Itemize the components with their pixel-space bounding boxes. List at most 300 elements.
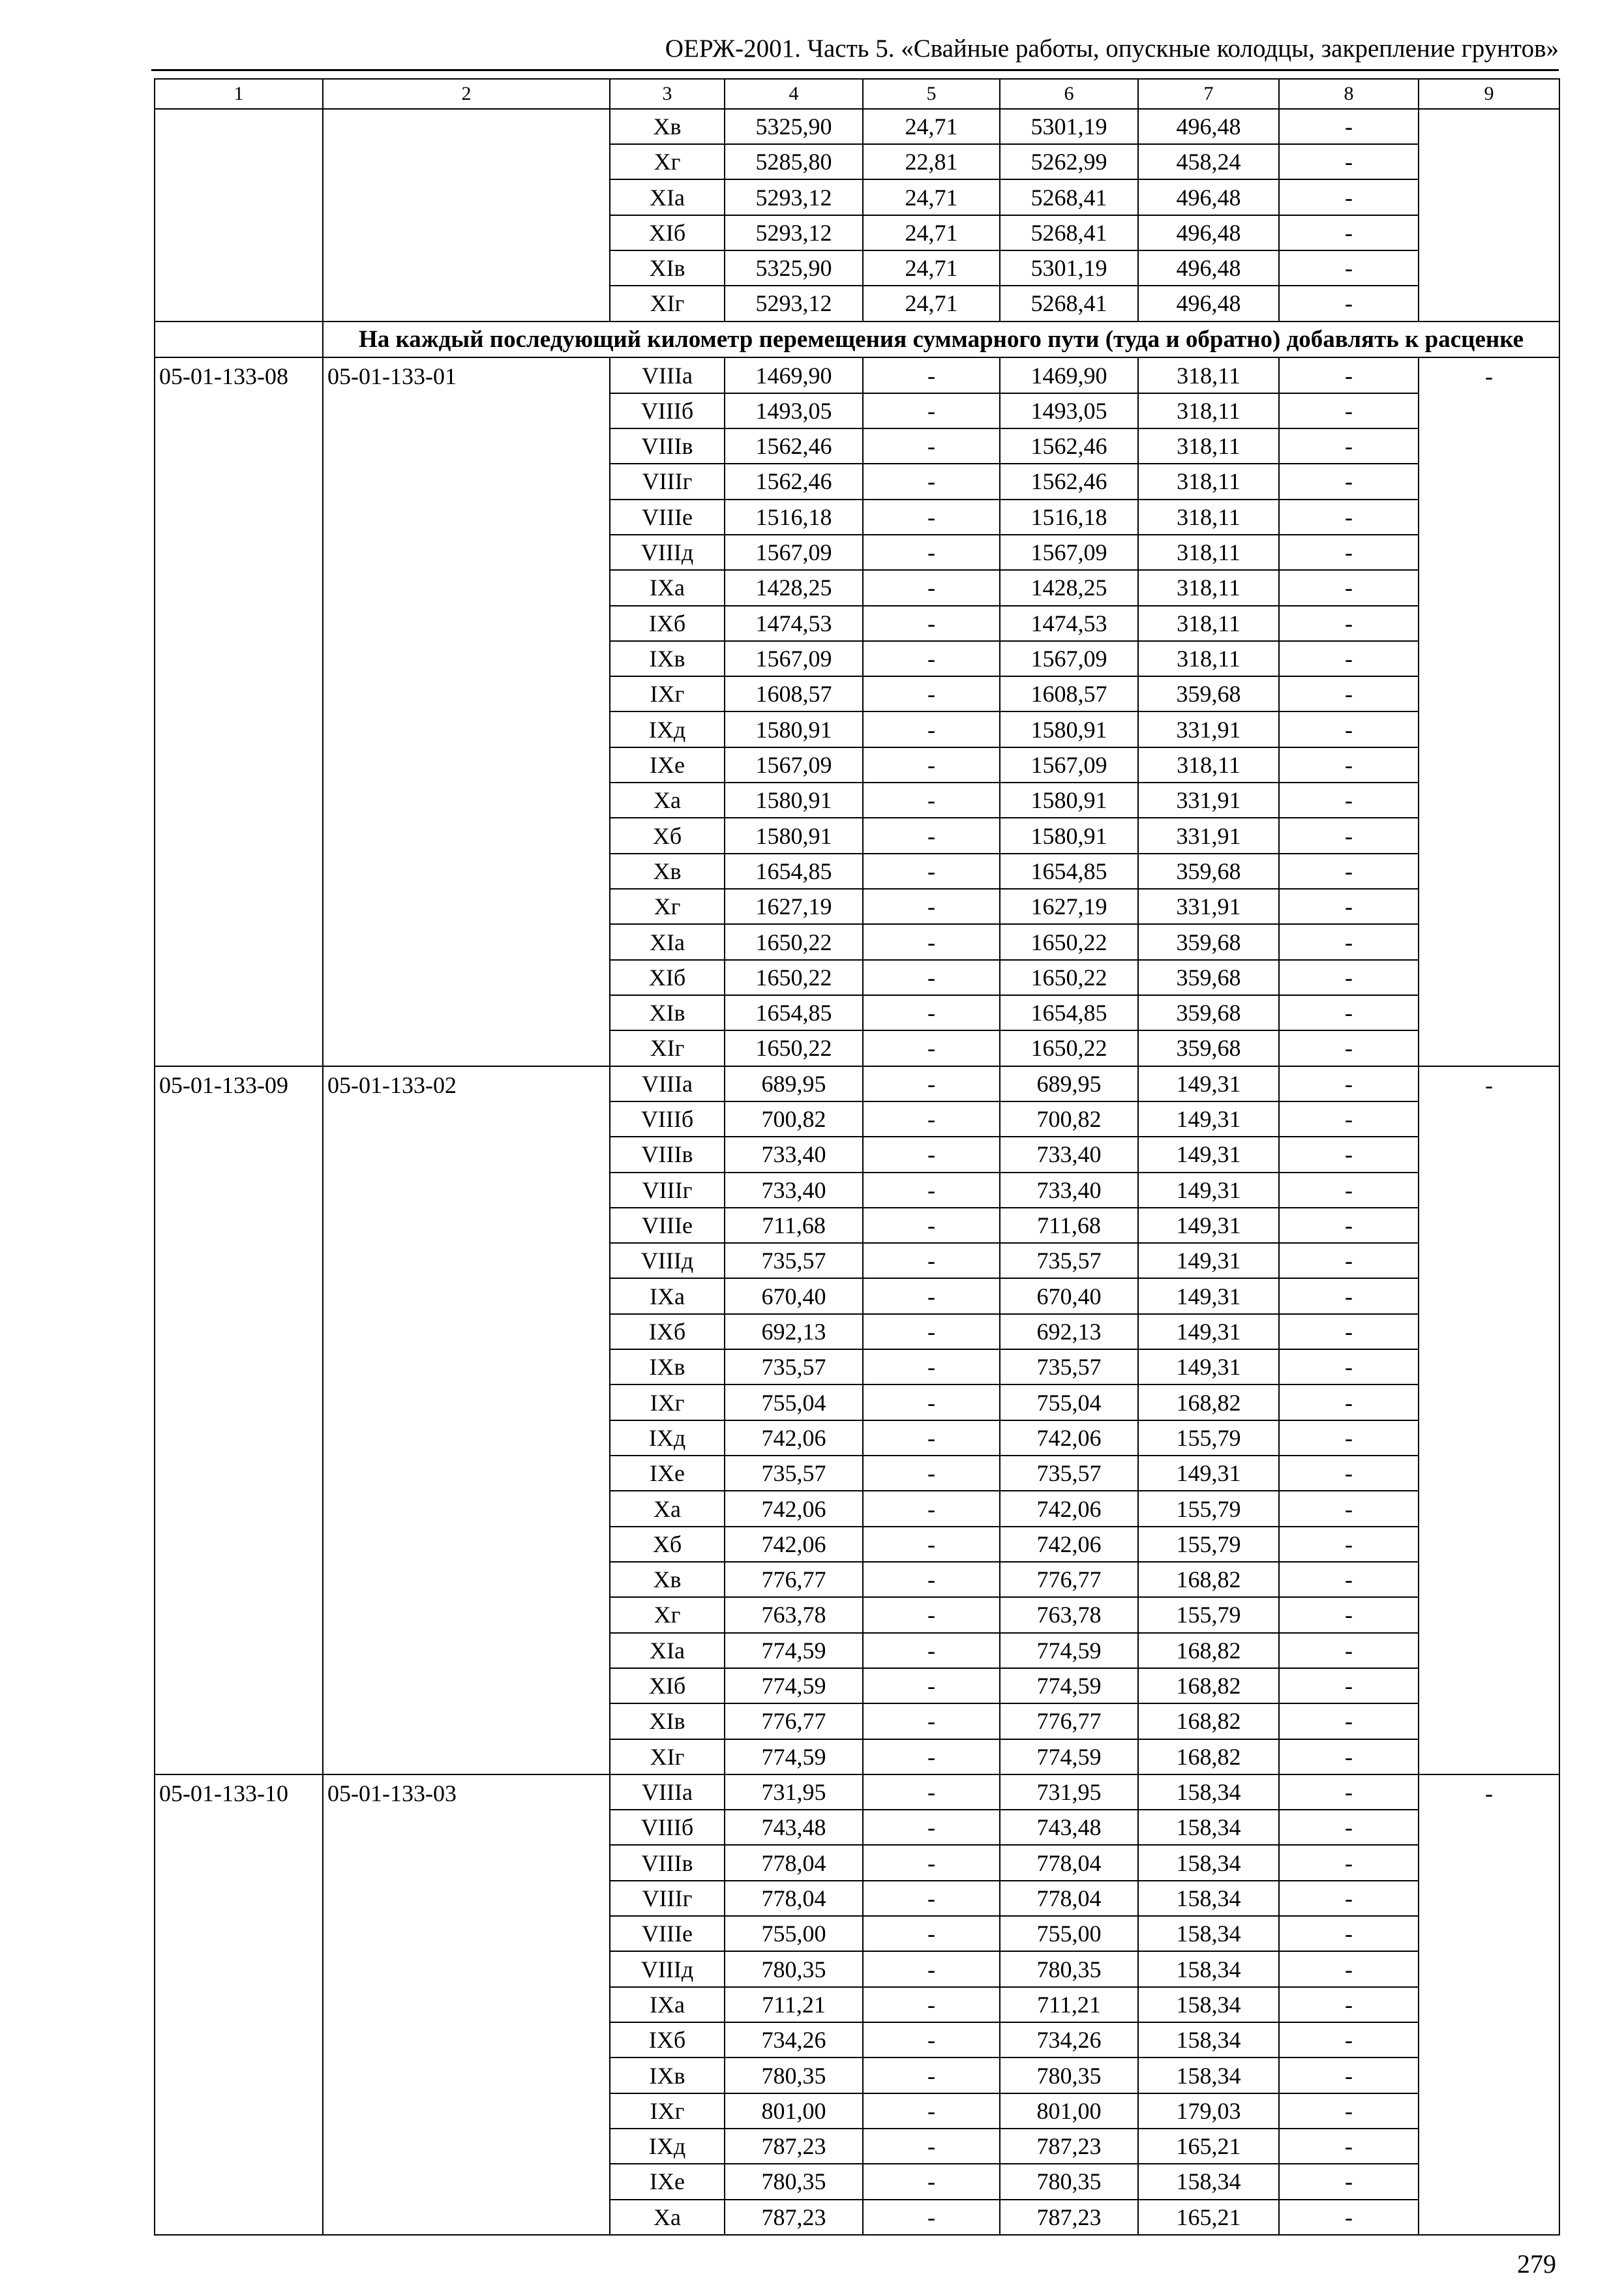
machine-wage-cell: 318,11: [1138, 535, 1279, 570]
operator-wage-cell: -: [863, 1703, 1000, 1739]
machine-wage-cell: 496,48: [1138, 286, 1279, 321]
materials-cell: -: [1279, 109, 1419, 144]
machine-wage-cell: 496,48: [1138, 215, 1279, 250]
machine-cost-cell: 5268,41: [1000, 286, 1138, 321]
materials-cell: -: [1279, 1173, 1419, 1208]
machine-wage-cell: 158,34: [1138, 1987, 1279, 2022]
machine-cost-cell: 5301,19: [1000, 250, 1138, 286]
operator-wage-cell: -: [863, 1456, 1000, 1491]
total-cost-cell: 774,59: [725, 1633, 863, 1668]
rate-code-cell: 05-01-133-09: [155, 1066, 323, 1774]
category-cell: Xб: [610, 1527, 725, 1562]
category-cell: IXе: [610, 747, 725, 783]
machine-cost-cell: 787,23: [1000, 2200, 1138, 2235]
machine-wage-cell: 318,11: [1138, 428, 1279, 464]
machine-wage-cell: 149,31: [1138, 1349, 1279, 1384]
category-cell: IXе: [610, 1456, 725, 1491]
operator-wage-cell: -: [863, 2129, 1000, 2164]
machine-wage-cell: 331,91: [1138, 783, 1279, 818]
materials-cell: -: [1279, 1066, 1419, 1101]
machine-cost-cell: 763,78: [1000, 1597, 1138, 1632]
materials-cell: -: [1279, 357, 1419, 393]
machine-cost-cell: 1516,18: [1000, 500, 1138, 535]
operator-wage-cell: -: [863, 1987, 1000, 2022]
category-cell: XIа: [610, 179, 725, 215]
machine-wage-cell: 149,31: [1138, 1278, 1279, 1313]
machine-cost-cell: 733,40: [1000, 1173, 1138, 1208]
category-cell: VIIIа: [610, 357, 725, 393]
operator-wage-cell: -: [863, 1314, 1000, 1349]
table-row: [155, 1066, 1559, 1101]
operator-wage-cell: -: [863, 1349, 1000, 1384]
machine-wage-cell: 318,11: [1138, 606, 1279, 641]
total-cost-cell: 734,26: [725, 2022, 863, 2057]
total-cost-cell: 1627,19: [725, 889, 863, 924]
total-cost-cell: 755,00: [725, 1916, 863, 1951]
category-cell: IXд: [610, 711, 725, 747]
total-cost-cell: 780,35: [725, 2164, 863, 2199]
machine-wage-cell: 158,34: [1138, 2057, 1279, 2093]
category-cell: VIIIв: [610, 1845, 725, 1880]
materials-cell: -: [1279, 570, 1419, 605]
category-cell: VIIIд: [610, 535, 725, 570]
total-cost-cell: 5293,12: [725, 179, 863, 215]
column-number: 7: [1138, 79, 1279, 109]
total-cost-cell: 700,82: [725, 1101, 863, 1137]
machine-wage-cell: 331,91: [1138, 889, 1279, 924]
column-number: 2: [323, 79, 610, 109]
materials-cell: -: [1279, 2164, 1419, 2199]
operator-wage-cell: -: [863, 1597, 1000, 1632]
machine-cost-cell: 1654,85: [1000, 854, 1138, 889]
materials-cell: -: [1279, 1456, 1419, 1491]
total-cost-cell: 1562,46: [725, 428, 863, 464]
materials-cell: -: [1279, 2057, 1419, 2093]
machine-cost-cell: 776,77: [1000, 1703, 1138, 1739]
total-cost-cell: 735,57: [725, 1456, 863, 1491]
materials-cell: -: [1279, 144, 1419, 179]
total-cost-cell: 776,77: [725, 1562, 863, 1597]
operator-wage-cell: 24,71: [863, 286, 1000, 321]
materials-cell: -: [1279, 1810, 1419, 1845]
operator-wage-cell: -: [863, 535, 1000, 570]
base-rate-cell: 05-01-133-01: [323, 357, 610, 1066]
total-cost-cell: 1428,25: [725, 570, 863, 605]
materials-cell: -: [1279, 1916, 1419, 1951]
machine-wage-cell: 149,31: [1138, 1456, 1279, 1491]
machine-cost-cell: 5262,99: [1000, 144, 1138, 179]
operator-wage-cell: -: [863, 393, 1000, 428]
machine-wage-cell: 155,79: [1138, 1597, 1279, 1632]
total-cost-cell: 1474,53: [725, 606, 863, 641]
total-cost-cell: 1650,22: [725, 924, 863, 959]
total-cost-cell: 5285,80: [725, 144, 863, 179]
total-cost-cell: 733,40: [725, 1137, 863, 1172]
operator-wage-cell: -: [863, 783, 1000, 818]
total-cost-cell: 780,35: [725, 2057, 863, 2093]
materials-cell: -: [1279, 1845, 1419, 1880]
section-header-spacer: [155, 322, 323, 358]
total-cost-cell: 742,06: [725, 1527, 863, 1562]
machine-cost-cell: 776,77: [1000, 1562, 1138, 1597]
section-header: На каждый последующий километр перемещения суммарного пути (туда и обратно) добавлять к расценке: [323, 322, 1559, 358]
materials-cell: -: [1279, 1137, 1419, 1172]
machine-wage-cell: 359,68: [1138, 676, 1279, 711]
column-number-row: [155, 79, 1559, 109]
materials-cell: -: [1279, 1633, 1419, 1668]
category-cell: IXа: [610, 1987, 725, 2022]
category-cell: VIIIе: [610, 500, 725, 535]
total-cost-cell: 735,57: [725, 1349, 863, 1384]
machine-cost-cell: 755,04: [1000, 1384, 1138, 1420]
col9-cell: [1419, 109, 1559, 322]
operator-wage-cell: 24,71: [863, 179, 1000, 215]
machine-cost-cell: 711,21: [1000, 1987, 1138, 2022]
machine-cost-cell: 670,40: [1000, 1278, 1138, 1313]
machine-wage-cell: 158,34: [1138, 2164, 1279, 2199]
materials-cell: -: [1279, 818, 1419, 853]
machine-cost-cell: 1580,91: [1000, 711, 1138, 747]
machine-wage-cell: 155,79: [1138, 1527, 1279, 1562]
column-number: 3: [610, 79, 725, 109]
total-cost-cell: 755,04: [725, 1384, 863, 1420]
machine-cost-cell: 780,35: [1000, 2164, 1138, 2199]
machine-wage-cell: 179,03: [1138, 2093, 1279, 2129]
rate-code-cell: 05-01-133-08: [155, 357, 323, 1066]
operator-wage-cell: -: [863, 889, 1000, 924]
operator-wage-cell: -: [863, 924, 1000, 959]
total-cost-cell: 670,40: [725, 1278, 863, 1313]
operator-wage-cell: -: [863, 1491, 1000, 1526]
materials-cell: -: [1279, 1101, 1419, 1137]
materials-cell: -: [1279, 995, 1419, 1030]
machine-cost-cell: 1567,09: [1000, 535, 1138, 570]
operator-wage-cell: -: [863, 464, 1000, 499]
machine-cost-cell: 778,04: [1000, 1845, 1138, 1880]
machine-wage-cell: 318,11: [1138, 641, 1279, 676]
total-cost-cell: 5293,12: [725, 286, 863, 321]
machine-wage-cell: 168,82: [1138, 1633, 1279, 1668]
machine-cost-cell: 1650,22: [1000, 924, 1138, 959]
machine-wage-cell: 149,31: [1138, 1173, 1279, 1208]
category-cell: VIIIд: [610, 1243, 725, 1278]
machine-cost-cell: 774,59: [1000, 1668, 1138, 1703]
machine-wage-cell: 359,68: [1138, 924, 1279, 959]
machine-cost-cell: 734,26: [1000, 2022, 1138, 2057]
category-cell: VIIIв: [610, 1137, 725, 1172]
total-cost-cell: 1493,05: [725, 393, 863, 428]
materials-cell: -: [1279, 641, 1419, 676]
operator-wage-cell: -: [863, 818, 1000, 853]
total-cost-cell: 731,95: [725, 1774, 863, 1810]
machine-wage-cell: 168,82: [1138, 1739, 1279, 1774]
operator-wage-cell: -: [863, 428, 1000, 464]
total-cost-cell: 742,06: [725, 1491, 863, 1526]
operator-wage-cell: 24,71: [863, 109, 1000, 144]
total-cost-cell: 1654,85: [725, 854, 863, 889]
operator-wage-cell: -: [863, 2093, 1000, 2129]
category-cell: VIIIд: [610, 1951, 725, 1986]
operator-wage-cell: -: [863, 1101, 1000, 1137]
column-number: 1: [155, 79, 323, 109]
category-cell: XIб: [610, 1668, 725, 1703]
operator-wage-cell: -: [863, 711, 1000, 747]
machine-cost-cell: 1654,85: [1000, 995, 1138, 1030]
machine-cost-cell: 801,00: [1000, 2093, 1138, 2129]
machine-wage-cell: 318,11: [1138, 393, 1279, 428]
operator-wage-cell: -: [863, 1278, 1000, 1313]
table-row: [155, 1774, 1559, 1810]
category-cell: IXе: [610, 2164, 725, 2199]
materials-cell: -: [1279, 2093, 1419, 2129]
machine-cost-cell: 733,40: [1000, 1137, 1138, 1172]
machine-wage-cell: 168,82: [1138, 1562, 1279, 1597]
machine-wage-cell: 359,68: [1138, 1030, 1279, 1066]
machine-cost-cell: 735,57: [1000, 1243, 1138, 1278]
machine-cost-cell: 1469,90: [1000, 357, 1138, 393]
machine-wage-cell: 149,31: [1138, 1137, 1279, 1172]
machine-wage-cell: 158,34: [1138, 1881, 1279, 1916]
machine-wage-cell: 158,34: [1138, 1845, 1279, 1880]
materials-cell: -: [1279, 1491, 1419, 1526]
total-cost-cell: 689,95: [725, 1066, 863, 1101]
materials-cell: -: [1279, 393, 1419, 428]
operator-wage-cell: -: [863, 500, 1000, 535]
operator-wage-cell: 22,81: [863, 144, 1000, 179]
total-cost-cell: 1562,46: [725, 464, 863, 499]
machine-cost-cell: 5268,41: [1000, 179, 1138, 215]
operator-wage-cell: -: [863, 606, 1000, 641]
total-cost-cell: 776,77: [725, 1703, 863, 1739]
category-cell: IXг: [610, 1384, 725, 1420]
operator-wage-cell: -: [863, 2057, 1000, 2093]
operator-wage-cell: -: [863, 676, 1000, 711]
machine-wage-cell: 318,11: [1138, 500, 1279, 535]
machine-wage-cell: 331,91: [1138, 711, 1279, 747]
operator-wage-cell: -: [863, 1951, 1000, 1986]
machine-cost-cell: 774,59: [1000, 1739, 1138, 1774]
machine-wage-cell: 496,48: [1138, 109, 1279, 144]
total-cost-cell: 735,57: [725, 1243, 863, 1278]
col9-cell: -: [1419, 1774, 1559, 2235]
total-cost-cell: 5293,12: [725, 215, 863, 250]
category-cell: XIв: [610, 250, 725, 286]
machine-cost-cell: 735,57: [1000, 1456, 1138, 1491]
machine-cost-cell: 1650,22: [1000, 960, 1138, 995]
machine-cost-cell: 742,06: [1000, 1420, 1138, 1456]
category-cell: VIIIг: [610, 1173, 725, 1208]
operator-wage-cell: -: [863, 1668, 1000, 1703]
machine-cost-cell: 735,57: [1000, 1349, 1138, 1384]
materials-cell: -: [1279, 854, 1419, 889]
column-number: 6: [1000, 79, 1138, 109]
machine-cost-cell: 742,06: [1000, 1527, 1138, 1562]
machine-cost-cell: 778,04: [1000, 1881, 1138, 1916]
category-cell: Xв: [610, 1562, 725, 1597]
materials-cell: -: [1279, 2022, 1419, 2057]
materials-cell: -: [1279, 1278, 1419, 1313]
total-cost-cell: 711,21: [725, 1987, 863, 2022]
materials-cell: -: [1279, 1349, 1419, 1384]
materials-cell: -: [1279, 2200, 1419, 2235]
total-cost-cell: 743,48: [725, 1810, 863, 1845]
category-cell: Xв: [610, 109, 725, 144]
machine-wage-cell: 168,82: [1138, 1384, 1279, 1420]
operator-wage-cell: -: [863, 1420, 1000, 1456]
machine-wage-cell: 149,31: [1138, 1243, 1279, 1278]
machine-wage-cell: 149,31: [1138, 1208, 1279, 1243]
rate-code-cell: [155, 109, 323, 322]
materials-cell: -: [1279, 428, 1419, 464]
category-cell: IXв: [610, 641, 725, 676]
machine-wage-cell: 155,79: [1138, 1491, 1279, 1526]
page-header-title: ОЕРЖ-2001. Часть 5. «Свайные работы, опускные колодцы, закрепление грунтов»: [665, 35, 1559, 63]
materials-cell: -: [1279, 215, 1419, 250]
category-cell: VIIIв: [610, 428, 725, 464]
machine-cost-cell: 1580,91: [1000, 818, 1138, 853]
total-cost-cell: 801,00: [725, 2093, 863, 2129]
total-cost-cell: 1608,57: [725, 676, 863, 711]
operator-wage-cell: 24,71: [863, 250, 1000, 286]
category-cell: IXв: [610, 2057, 725, 2093]
materials-cell: -: [1279, 1668, 1419, 1703]
machine-cost-cell: 774,59: [1000, 1633, 1138, 1668]
materials-cell: -: [1279, 2129, 1419, 2164]
category-cell: VIIIб: [610, 1810, 725, 1845]
materials-cell: -: [1279, 1597, 1419, 1632]
operator-wage-cell: -: [863, 1562, 1000, 1597]
total-cost-cell: 1580,91: [725, 818, 863, 853]
total-cost-cell: 1650,22: [725, 960, 863, 995]
machine-wage-cell: 318,11: [1138, 357, 1279, 393]
machine-cost-cell: 755,00: [1000, 1916, 1138, 1951]
operator-wage-cell: -: [863, 1243, 1000, 1278]
machine-cost-cell: 1428,25: [1000, 570, 1138, 605]
col9-cell: -: [1419, 357, 1559, 1066]
machine-wage-cell: 359,68: [1138, 995, 1279, 1030]
materials-cell: -: [1279, 464, 1419, 499]
machine-wage-cell: 165,21: [1138, 2129, 1279, 2164]
total-cost-cell: 778,04: [725, 1881, 863, 1916]
machine-cost-cell: 1474,53: [1000, 606, 1138, 641]
materials-cell: -: [1279, 1703, 1419, 1739]
machine-cost-cell: 5268,41: [1000, 215, 1138, 250]
total-cost-cell: 787,23: [725, 2200, 863, 2235]
operator-wage-cell: 24,71: [863, 215, 1000, 250]
machine-wage-cell: 331,91: [1138, 818, 1279, 853]
machine-cost-cell: 692,13: [1000, 1314, 1138, 1349]
machine-cost-cell: 743,48: [1000, 1810, 1138, 1845]
category-cell: XIв: [610, 1703, 725, 1739]
category-cell: Xг: [610, 144, 725, 179]
materials-cell: -: [1279, 747, 1419, 783]
total-cost-cell: 711,68: [725, 1208, 863, 1243]
category-cell: IXв: [610, 1349, 725, 1384]
materials-cell: -: [1279, 535, 1419, 570]
total-cost-cell: 1567,09: [725, 747, 863, 783]
total-cost-cell: 1580,91: [725, 711, 863, 747]
machine-wage-cell: 496,48: [1138, 250, 1279, 286]
operator-wage-cell: -: [863, 641, 1000, 676]
materials-cell: -: [1279, 1739, 1419, 1774]
base-rate-cell: 05-01-133-02: [323, 1066, 610, 1774]
base-rate-cell: 05-01-133-03: [323, 1774, 610, 2235]
total-cost-cell: 763,78: [725, 1597, 863, 1632]
machine-wage-cell: 149,31: [1138, 1314, 1279, 1349]
materials-cell: -: [1279, 1774, 1419, 1810]
materials-cell: -: [1279, 1314, 1419, 1349]
machine-cost-cell: 1567,09: [1000, 747, 1138, 783]
total-cost-cell: 742,06: [725, 1420, 863, 1456]
category-cell: Xг: [610, 889, 725, 924]
machine-cost-cell: 1627,19: [1000, 889, 1138, 924]
operator-wage-cell: -: [863, 1030, 1000, 1066]
category-cell: IXа: [610, 570, 725, 605]
machine-cost-cell: 787,23: [1000, 2129, 1138, 2164]
total-cost-cell: 1567,09: [725, 641, 863, 676]
table-row: [155, 357, 1559, 393]
materials-cell: -: [1279, 924, 1419, 959]
category-cell: VIIIб: [610, 393, 725, 428]
operator-wage-cell: -: [863, 854, 1000, 889]
machine-cost-cell: 1493,05: [1000, 393, 1138, 428]
operator-wage-cell: -: [863, 960, 1000, 995]
materials-cell: -: [1279, 1881, 1419, 1916]
materials-cell: -: [1279, 500, 1419, 535]
machine-wage-cell: 318,11: [1138, 747, 1279, 783]
operator-wage-cell: -: [863, 2200, 1000, 2235]
operator-wage-cell: -: [863, 1066, 1000, 1101]
materials-cell: -: [1279, 1527, 1419, 1562]
category-cell: XIб: [610, 960, 725, 995]
total-cost-cell: 1567,09: [725, 535, 863, 570]
col9-cell: -: [1419, 1066, 1559, 1774]
machine-wage-cell: 318,11: [1138, 464, 1279, 499]
category-cell: XIг: [610, 1030, 725, 1066]
total-cost-cell: 774,59: [725, 1668, 863, 1703]
category-cell: XIг: [610, 286, 725, 321]
category-cell: IXб: [610, 606, 725, 641]
category-cell: Xа: [610, 2200, 725, 2235]
materials-cell: -: [1279, 1951, 1419, 1986]
column-number: 5: [863, 79, 1000, 109]
total-cost-cell: 5325,90: [725, 109, 863, 144]
category-cell: IXг: [610, 2093, 725, 2129]
materials-cell: -: [1279, 250, 1419, 286]
category-cell: Xа: [610, 783, 725, 818]
category-cell: Xг: [610, 1597, 725, 1632]
materials-cell: -: [1279, 783, 1419, 818]
total-cost-cell: 1650,22: [725, 1030, 863, 1066]
category-cell: VIIIг: [610, 1881, 725, 1916]
category-cell: VIIIе: [610, 1916, 725, 1951]
operator-wage-cell: -: [863, 1173, 1000, 1208]
category-cell: VIIIб: [610, 1101, 725, 1137]
materials-cell: -: [1279, 1384, 1419, 1420]
total-cost-cell: 1580,91: [725, 783, 863, 818]
machine-wage-cell: 165,21: [1138, 2200, 1279, 2235]
total-cost-cell: 774,59: [725, 1739, 863, 1774]
materials-cell: -: [1279, 889, 1419, 924]
machine-cost-cell: 1567,09: [1000, 641, 1138, 676]
operator-wage-cell: -: [863, 1384, 1000, 1420]
machine-cost-cell: 1650,22: [1000, 1030, 1138, 1066]
operator-wage-cell: -: [863, 2022, 1000, 2057]
materials-cell: -: [1279, 606, 1419, 641]
operator-wage-cell: -: [863, 1881, 1000, 1916]
operator-wage-cell: -: [863, 357, 1000, 393]
category-cell: VIIIе: [610, 1208, 725, 1243]
